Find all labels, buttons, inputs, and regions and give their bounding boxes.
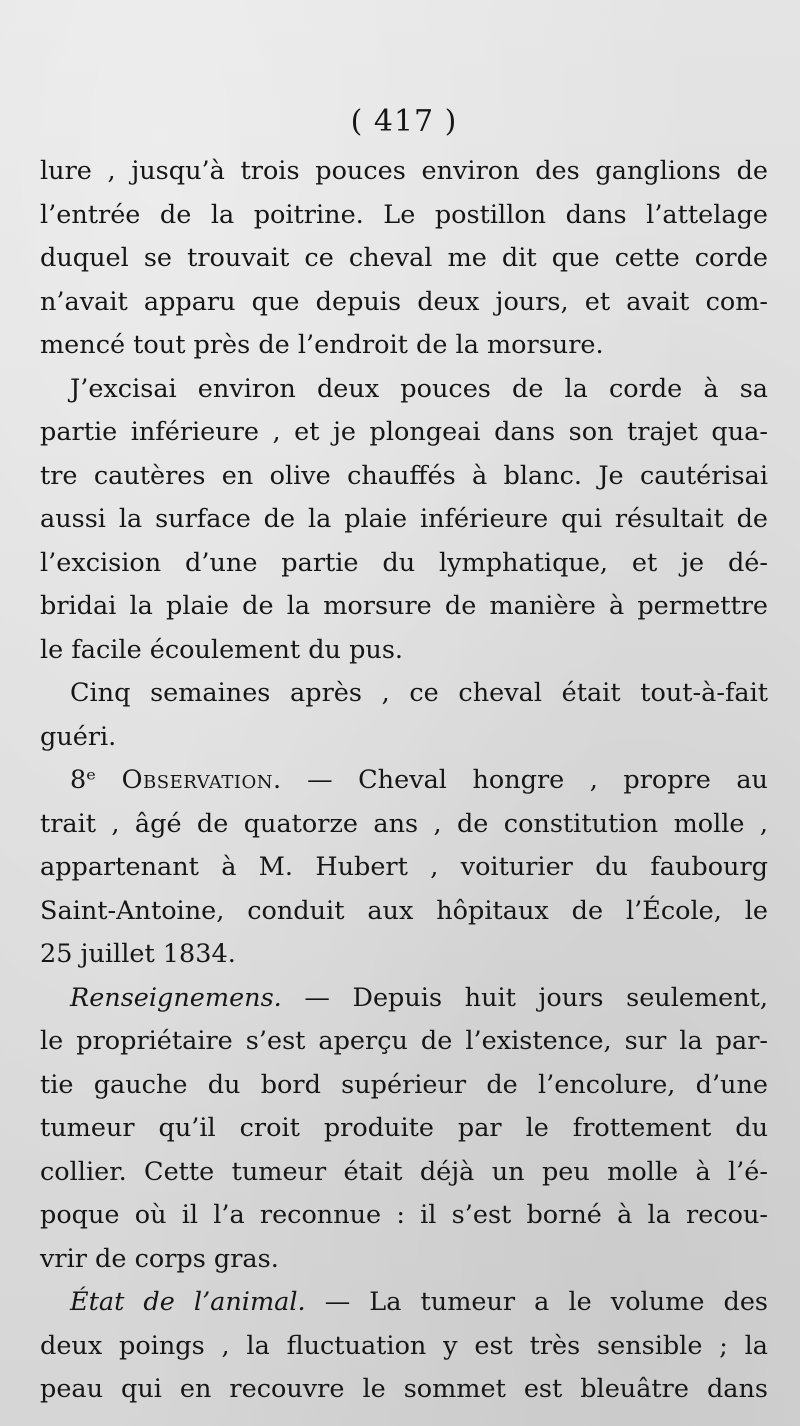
text-line: [40, 368, 768, 412]
text-segment: l’entrée de la poitrine. Le postillon dans l’attelage: [40, 199, 768, 230]
text-segment: vrir de corps gras.: [40, 1243, 279, 1274]
text-line: [40, 585, 768, 629]
text-line: [40, 672, 768, 716]
text-segment: collier. Cette tumeur était déjà un peu molle à l’é-: [40, 1156, 768, 1187]
text-segment: tre cautères en olive chauffés à blanc. Je cautérisai: [40, 460, 768, 491]
text-line: [40, 803, 768, 847]
text-segment: deux poings , la fluctuation y est très sensible ; la: [40, 1330, 768, 1361]
section-label: État de l’animal.: [70, 1287, 306, 1317]
text-segment: — Depuis huit jours seulement,: [281, 982, 768, 1013]
text-segment: l’excision d’une partie du lymphatique, et je dé-: [40, 547, 768, 578]
text-segment: 8ᵉ: [70, 765, 122, 795]
text-segment: bridai la plaie de la morsure de manière à permettre: [40, 591, 768, 621]
text-segment: lure , jusqu’à trois pouces environ des ganglions de: [40, 156, 768, 186]
text-segment: duquel se trouvait ce cheval me dit que cette corde: [40, 243, 768, 273]
text-segment: Saint-Antoine, conduit aux hôpitaux de l’École, le: [40, 895, 768, 926]
text-line: [40, 411, 768, 455]
text-line: [40, 150, 768, 194]
text-line: [40, 281, 768, 325]
section-label: Renseignemens.: [70, 982, 282, 1013]
text-segment: poque où il l’a reconnue : il s’est borné à la recou-: [40, 1200, 768, 1230]
text-segment: aussi la surface de la plaie inférieure qui résultait de: [40, 504, 768, 534]
body-text: [40, 150, 768, 1412]
text-line: [40, 977, 768, 1021]
observation-heading: Observation.: [121, 765, 282, 795]
text-line: [40, 498, 768, 542]
text-line: [40, 890, 768, 934]
text-line: [40, 759, 768, 803]
text-segment: peau qui en recouvre le sommet est bleuâtre dans: [40, 1374, 768, 1404]
text-segment: n’avait apparu que depuis deux jours, et avait com-: [40, 286, 768, 317]
text-line: [40, 1325, 768, 1369]
text-segment: appartenant à M. Hubert , voiturier du faubourg: [40, 852, 768, 882]
text-segment: — Cheval hongre , propre au: [281, 765, 768, 795]
text-line: [40, 846, 768, 890]
text-line: [40, 933, 768, 977]
text-segment: mencé tout près de l’endroit de la morsure.: [40, 330, 604, 360]
text-segment: tie gauche du bord supérieur de l’encolure, d’une: [40, 1069, 768, 1100]
text-line: [40, 1194, 768, 1238]
page-number: ( 417 ): [350, 104, 458, 139]
text-line: [40, 1151, 768, 1195]
text-line: [40, 324, 768, 368]
text-segment: guéri.: [40, 721, 117, 752]
text-segment: tumeur qu’il croit produite par le frottement du: [40, 1113, 768, 1143]
text-line: [40, 194, 768, 238]
text-segment: partie inférieure , et je plongeai dans son trajet qua-: [40, 417, 768, 447]
text-line: [40, 629, 768, 673]
text-segment: 25 juillet 1834.: [40, 939, 236, 969]
text-segment: le propriétaire s’est aperçu de l’existence, sur la par-: [40, 1026, 768, 1056]
text-line: [40, 716, 768, 760]
text-line: [40, 1107, 768, 1151]
text-line: [40, 1020, 768, 1064]
text-segment: le facile écoulement du pus.: [40, 634, 404, 665]
text-line: [40, 1064, 768, 1108]
text-line: [40, 1368, 768, 1412]
text-line: [40, 1238, 768, 1282]
text-line: [40, 542, 768, 586]
text-segment: — La tumeur a le volume des: [305, 1287, 769, 1317]
text-segment: trait , âgé de quatorze ans , de constitution molle ,: [40, 808, 768, 839]
text-line: [40, 237, 768, 281]
text-line: [40, 455, 768, 499]
text-segment: Cinq semaines après , ce cheval était tout-à-fait: [70, 678, 768, 708]
text-segment: J’excisai environ deux pouces de la corde à sa: [70, 373, 768, 404]
text-line: [40, 1281, 768, 1325]
